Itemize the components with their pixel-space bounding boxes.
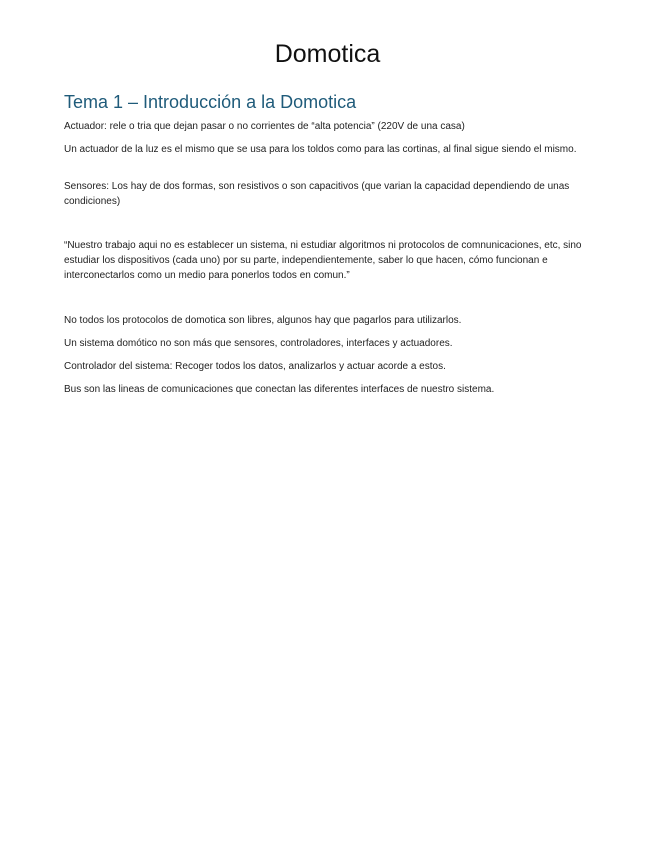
- paragraph-actuador-luz: Un actuador de la luz es el mismo que se usa para los toldos como para las cortinas, al final sigue siendo el mismo.: [64, 144, 577, 155]
- paragraph-actuador: Actuador: rele o tria que dejan pasar o no corrientes de “alta potencia” (220V de una casa): [64, 121, 465, 132]
- document-title: Domotica: [274, 40, 381, 68]
- paragraph-sensores: Sensores: Los hay de dos formas, son resistivos o son capacitivos (que varian la capacidad dependiendo de unas condiciones): [64, 181, 570, 207]
- paragraph-sistema-domotico: Un sistema domótico no son más que sensores, controladores, interfaces y actuadores.: [64, 338, 453, 349]
- paragraph-quote: “Nuestro trabajo aqui no es establecer un sistema, ni estudiar algoritmos ni protocolos de comnunicaciones, etc, sino estudiar los dispositivos (cada uno) por su parte, independientemente, saber lo que hacen, cómo funcionan e interconectarlos como un medio para ponerlos todos en comun.”: [64, 240, 582, 281]
- section-heading: Tema 1 – Introducción a la Domotica: [64, 92, 357, 112]
- paragraph-controlador: Controlador del sistema: Recoger todos los datos, analizarlos y actuar acorde a estos.: [64, 361, 446, 372]
- paragraph-protocolos: No todos los protocolos de domotica son libres, algunos hay que pagarlos para utilizarlos.: [64, 315, 462, 326]
- paragraph-bus: Bus son las lineas de comunicaciones que conectan las diferentes interfaces de nuestro sistema.: [64, 384, 495, 395]
